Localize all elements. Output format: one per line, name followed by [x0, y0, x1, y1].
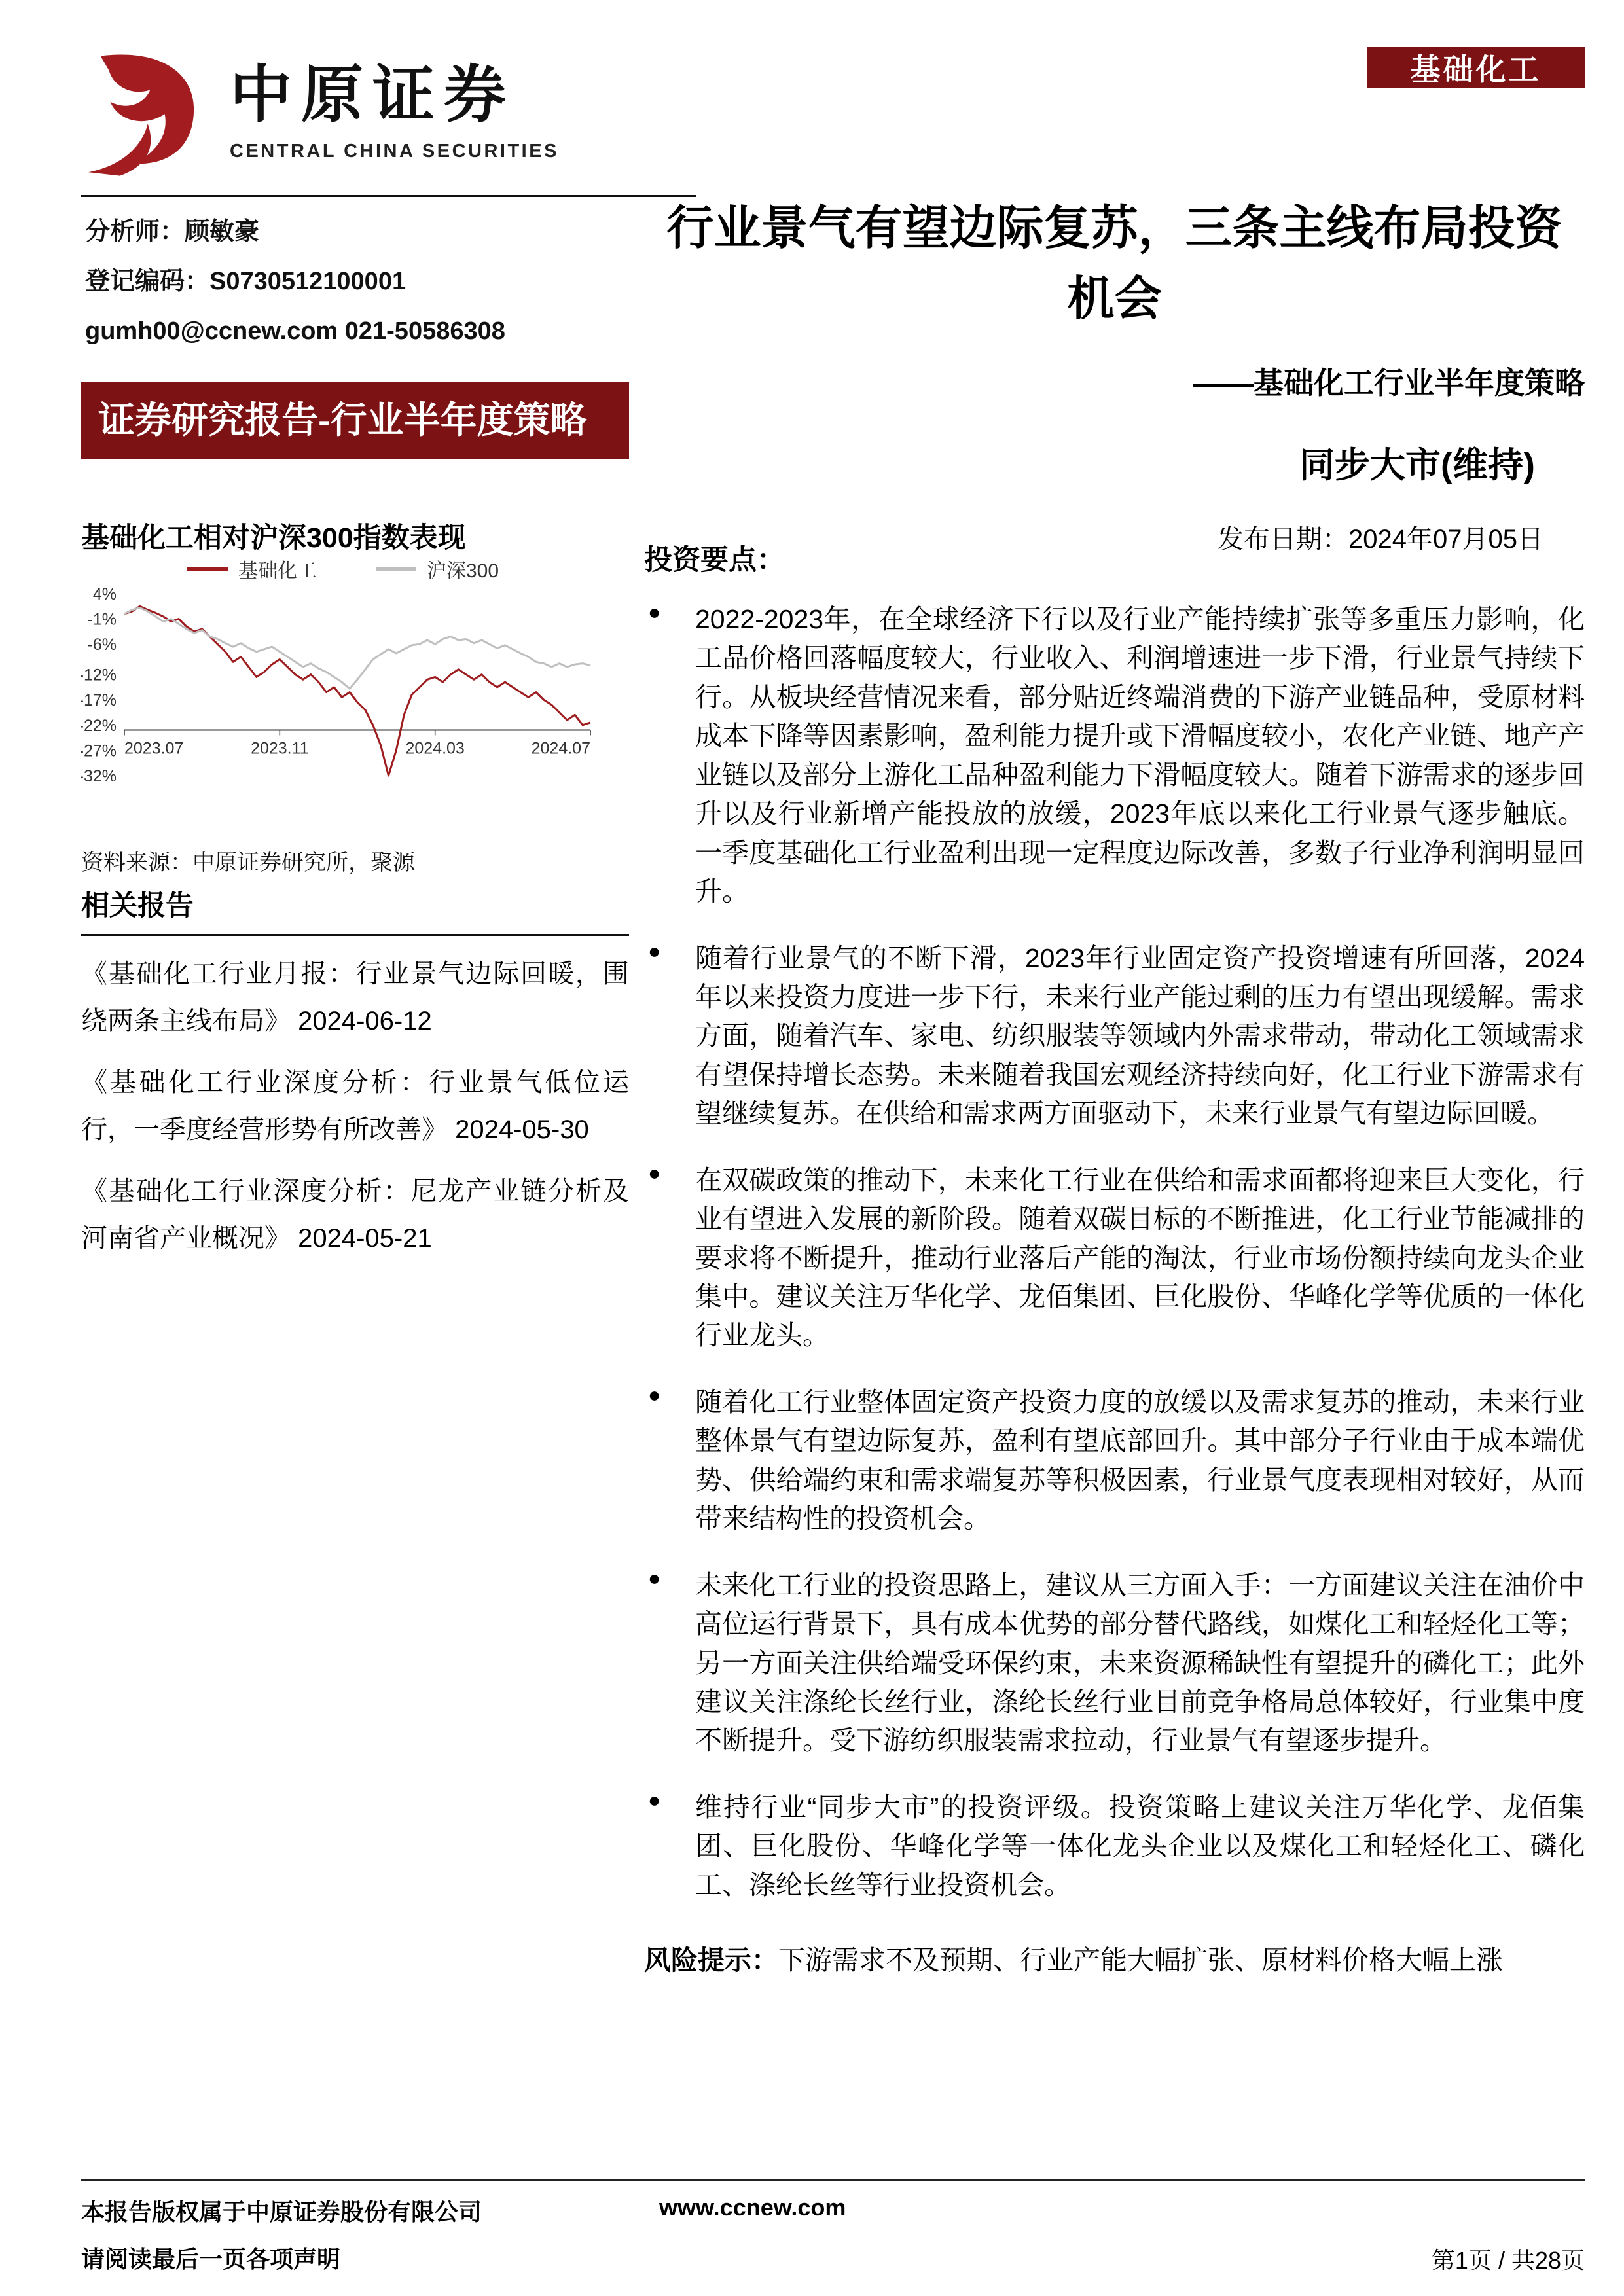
key-point-item — [644, 600, 1585, 912]
legend-item — [376, 554, 499, 583]
risk-warning — [644, 1941, 1585, 1980]
risk-label: 风险提示： — [644, 1945, 778, 1976]
bullet-icon: ● — [648, 1787, 661, 1812]
analyst-block — [85, 207, 505, 356]
chart-caption: 基础化工相对沪深300指数表现 — [81, 522, 466, 554]
key-points-title: 投资要点： — [644, 545, 785, 576]
brand-text — [230, 51, 559, 162]
chart-source: 资料来源：中原证券研究所，聚源 — [81, 850, 415, 875]
bullet-icon: ● — [648, 600, 661, 624]
page-number: 第1页 / 共28页 — [1431, 2247, 1585, 2274]
footer-copyright: 本报告版权属于中原证券股份有限公司 — [81, 2198, 482, 2225]
footer-website: www.ccnew.com — [659, 2194, 846, 2221]
related-reports-divider — [81, 934, 629, 936]
footer-divider — [81, 2179, 1585, 2181]
line-swatch-icon — [187, 567, 228, 571]
related-report-text: 《基础化工行业月报：行业景气边际回暖，围绕两条主线布局》 — [81, 960, 629, 1035]
key-point-text: 随着化工行业整体固定资产投资力度的放缓以及需求复苏的推动，未来行业整体景气有望边际复苏，盈利有望底部回升。其中部分子行业由于成本端优势、供给端约束和需求端复苏等积极因素，行业景气度表现相对较好，从而带来结构性的投资机会。 — [695, 1386, 1585, 1534]
svg-text:-27%: -27% — [81, 742, 117, 761]
svg-text:2023.11: 2023.11 — [251, 739, 309, 758]
related-report-date: 2024-05-30 — [455, 1115, 589, 1144]
line-swatch-icon — [376, 567, 416, 571]
svg-text:-17%: -17% — [81, 691, 117, 710]
key-points-section — [644, 538, 1585, 1981]
analyst-license: 登记编码：S0730512100001 — [85, 268, 406, 295]
related-report-item — [81, 1059, 629, 1153]
company-name: 中原证券 — [230, 58, 516, 131]
report-type-banner: 证券研究报告-行业半年度策略 — [81, 382, 629, 459]
bullet-icon: ● — [648, 939, 661, 963]
bullet-icon: ● — [648, 1160, 661, 1185]
report-title: 行业景气有望边际复苏，三条主线布局投资机会 — [666, 202, 1562, 325]
report-subtitle: ——基础化工行业半年度策略 — [1193, 366, 1585, 400]
publish-date: 发布日期：2024年07月05日 — [1218, 525, 1543, 554]
related-reports-title: 相关报告 — [81, 890, 194, 922]
risk-text: 下游需求不及预期、行业产能大幅扩张、原材料价格大幅上涨 — [778, 1945, 1503, 1976]
legend-label: 沪深300 — [426, 560, 499, 582]
related-report-text: 《基础化工行业深度分析：尼龙产业链分析及河南省产业概况》 — [81, 1177, 629, 1253]
svg-text:-32%: -32% — [81, 767, 117, 785]
company-name-en: CENTRAL CHINA SECURITIES — [230, 141, 559, 162]
svg-text:-12%: -12% — [81, 666, 117, 685]
analyst-contact: gumh00@ccnew.com 021-50586308 — [85, 317, 505, 345]
svg-text:2024.03: 2024.03 — [405, 739, 465, 758]
related-reports — [81, 884, 629, 1262]
related-report-item — [81, 950, 629, 1045]
sector-tag: 基础化工 — [1367, 47, 1585, 88]
rating-badge: 同步大市(维持) — [1299, 446, 1535, 485]
key-point-text: 2022-2023年，在全球经济下行以及行业产能持续扩张等多重压力影响，化工品价格回落幅度较大，行业收入、利润增速进一步下滑，行业景气持续下行。从板块经营情况来看，部分贴近终端消费的下游产业链品种，受原材料成本下降等因素影响，盈利能力提升或下滑幅度较小，农化产业链、地产产业链以及部分上游化工品种盈利能力下滑幅度较大。随着下游需求的逐步回升以及行业新增产能投放的放缓，2023年底以来化工行业景气逐步触底。一季度基础化工行业盈利出现一定程度边际改善，多数子行业净利润明显回升。 — [695, 604, 1585, 907]
legend-label: 基础化工 — [238, 560, 317, 582]
key-point-text: 维持行业“同步大市”的投资评级。投资策略上建议关注万华化学、龙佰集团、巨化股份、华峰化学等一体化龙头企业以及煤化工和轻烃化工、磷化工、涤纶长丝等行业投资机会。 — [695, 1791, 1585, 1900]
footer-disclaimer: 请阅读最后一页各项声明 — [81, 2246, 341, 2272]
key-point-item — [644, 1788, 1585, 1905]
bullet-icon: ● — [648, 1382, 661, 1407]
key-point-text: 在双碳政策的推动下，未来化工行业在供给和需求面都将迎来巨大变化，行业有望进入发展的新阶段。随着双碳目标的不断推进，化工行业节能减排的要求将不断提升，推动行业落后产能的淘汰，行业市场份额持续向龙头企业集中。建议关注万华化学、龙佰集团、巨化股份、华峰化学等优质的一体化行业龙头。 — [695, 1164, 1585, 1351]
svg-text:-1%: -1% — [87, 610, 117, 629]
key-point-text: 随着行业景气的不断下滑，2023年行业固定资产投资增速有所回落，2024年以来投资力度进一步下行，未来行业产能过剩的压力有望出现缓解。需求方面，随着汽车、家电、纺织服装等领域内外需求带动，带动化工领域需求有望保持增长态势。未来随着我国宏观经济持续向好，化工行业下游需求有望继续复苏。在供给和需求两方面驱动下，未来行业景气有望边际回暖。 — [695, 942, 1585, 1129]
chart-legend — [81, 553, 605, 584]
key-point-item — [644, 939, 1585, 1134]
line-chart — [81, 584, 598, 787]
key-point-text: 未来化工行业的投资思路上，建议从三方面入手：一方面建议关注在油价中高位运行背景下，具有成本优势的部分替代路线，如煤化工和轻烃化工等；另一方面关注供给端受环保约束，未来资源稀缺性有望提升的磷化工；此外建议关注涤纶长丝行业，涤纶长丝行业目前竞争格局总体较好，行业集中度不断提升。受下游纺织服装需求拉动，行业景气有望逐步提升。 — [695, 1570, 1585, 1756]
bullet-icon: ● — [648, 1566, 661, 1590]
company-logo-icon — [81, 51, 202, 182]
svg-text:2023.07: 2023.07 — [124, 739, 184, 758]
svg-text:-22%: -22% — [81, 716, 117, 735]
related-report-item — [81, 1168, 629, 1262]
svg-text:2024.07: 2024.07 — [531, 739, 590, 758]
legend-item — [187, 554, 317, 583]
key-point-item — [644, 1383, 1585, 1539]
key-point-item — [644, 1566, 1585, 1761]
performance-chart — [81, 553, 605, 791]
key-point-item — [644, 1161, 1585, 1355]
brand-header — [81, 51, 559, 182]
svg-text:4%: 4% — [92, 585, 117, 603]
analyst-name: 分析师：顾敏豪 — [85, 218, 260, 245]
related-report-text: 《基础化工行业深度分析：行业景气低位运行，一季度经营形势有所改善》 — [81, 1068, 629, 1144]
related-report-date: 2024-05-21 — [298, 1224, 432, 1253]
header-divider — [81, 195, 696, 197]
svg-text:-6%: -6% — [87, 636, 117, 655]
related-report-date: 2024-06-12 — [298, 1007, 432, 1035]
